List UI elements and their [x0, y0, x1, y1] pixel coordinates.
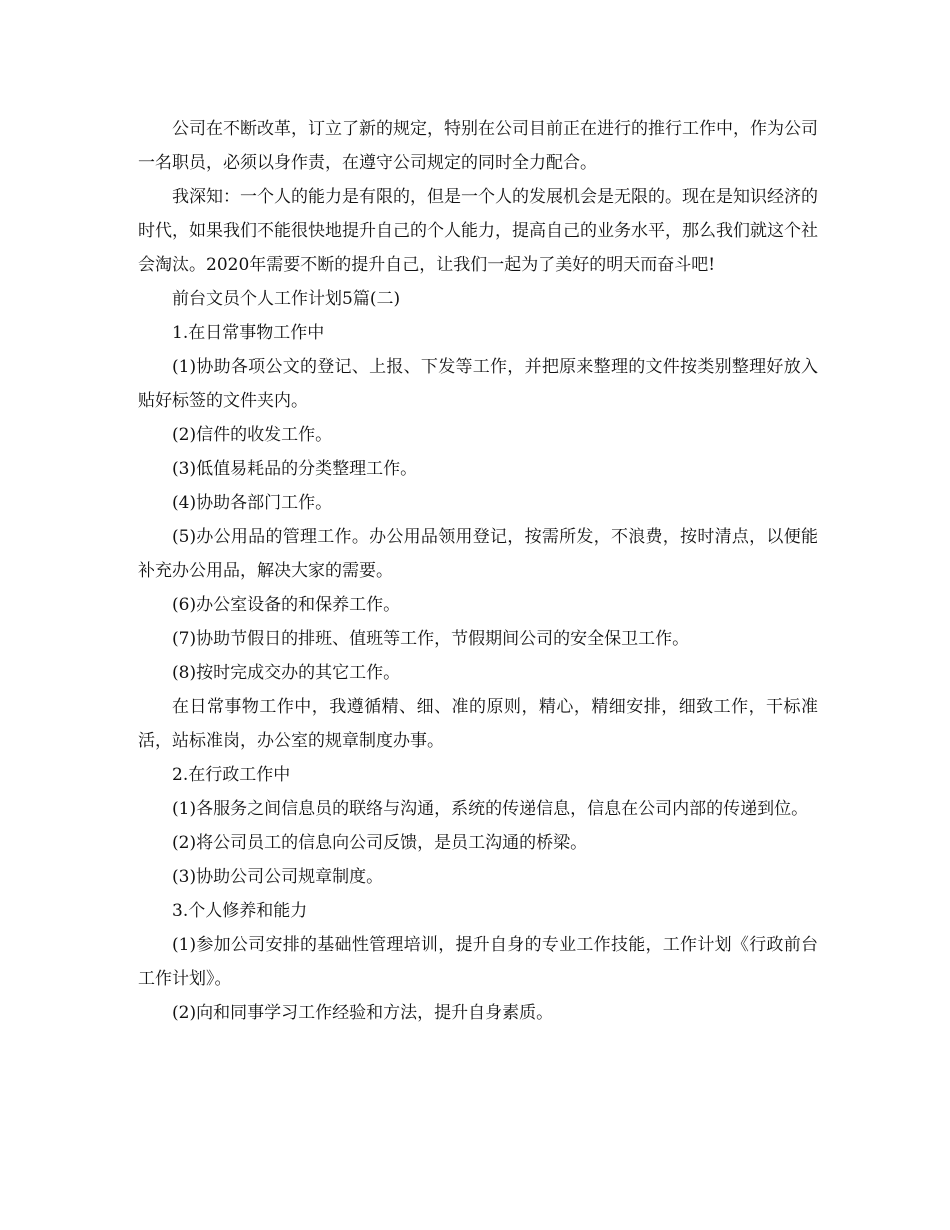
paragraph-reflection: 我深知：一个人的能力是有限的，但是一个人的发展机会是无限的。现在是知识经济的时代，如果我们不能很快地提升自己的个人能力，提高自己的业务水平，那么我们就这个社会淘汰。2020年需要不断的提升自己，让我们一起为了美好的明天而奋斗吧! — [138, 187, 818, 275]
list-item: (7)协助节假日的排班、值班等工作，节假期间公司的安全保卫工作。 — [172, 629, 690, 649]
list-item: (3)低值易耗品的分类整理工作。 — [172, 459, 418, 479]
subheading-personal-ability: 3.个人修养和能力 — [172, 901, 308, 921]
paragraph-intro: 公司在不断改革，订立了新的规定，特别在公司目前正在进行的推行工作中，作为公司一名职员，必须以身作责，在遵守公司规定的同时全力配合。 — [138, 119, 818, 173]
list-item: (1)参加公司安排的基础性管理培训，提升自身的专业工作技能，工作计划《行政前台工作计划》。 — [138, 935, 818, 989]
list-item: (3)协助公司公司规章制度。 — [172, 867, 384, 887]
section-heading: 前台文员个人工作计划5篇(二) — [172, 289, 401, 309]
subheading-daily-work: 1.在日常事物工作中 — [172, 323, 325, 343]
list-item: (5)办公用品的管理工作。办公用品领用登记，按需所发，不浪费，按时清点，以便能补充办公用品，解决大家的需要。 — [138, 527, 818, 581]
subheading-admin-work: 2.在行政工作中 — [172, 765, 291, 785]
list-item: (1)协助各项公文的登记、上报、下发等工作，并把原来整理的文件按类别整理好放入贴好标签的文件夹内。 — [138, 357, 818, 411]
list-item: (1)各服务之间信息员的联络与沟通，系统的传递信息，信息在公司内部的传递到位。 — [172, 799, 809, 819]
list-item: (6)办公室设备的和保养工作。 — [172, 595, 401, 615]
list-item: (2)将公司员工的信息向公司反馈，是员工沟通的桥梁。 — [172, 833, 588, 853]
list-item: (2)信件的收发工作。 — [172, 425, 333, 445]
list-item: (8)按时完成交办的其它工作。 — [172, 663, 401, 683]
list-item: (2)向和同事学习工作经验和方法，提升自身素质。 — [172, 1003, 554, 1023]
paragraph-daily-summary: 在日常事物工作中，我遵循精、细、准的原则，精心，精细安排，细致工作，干标准活，站标准岗，办公室的规章制度办事。 — [138, 697, 818, 751]
document-body — [138, 112, 818, 1030]
list-item: (4)协助各部门工作。 — [172, 493, 333, 513]
